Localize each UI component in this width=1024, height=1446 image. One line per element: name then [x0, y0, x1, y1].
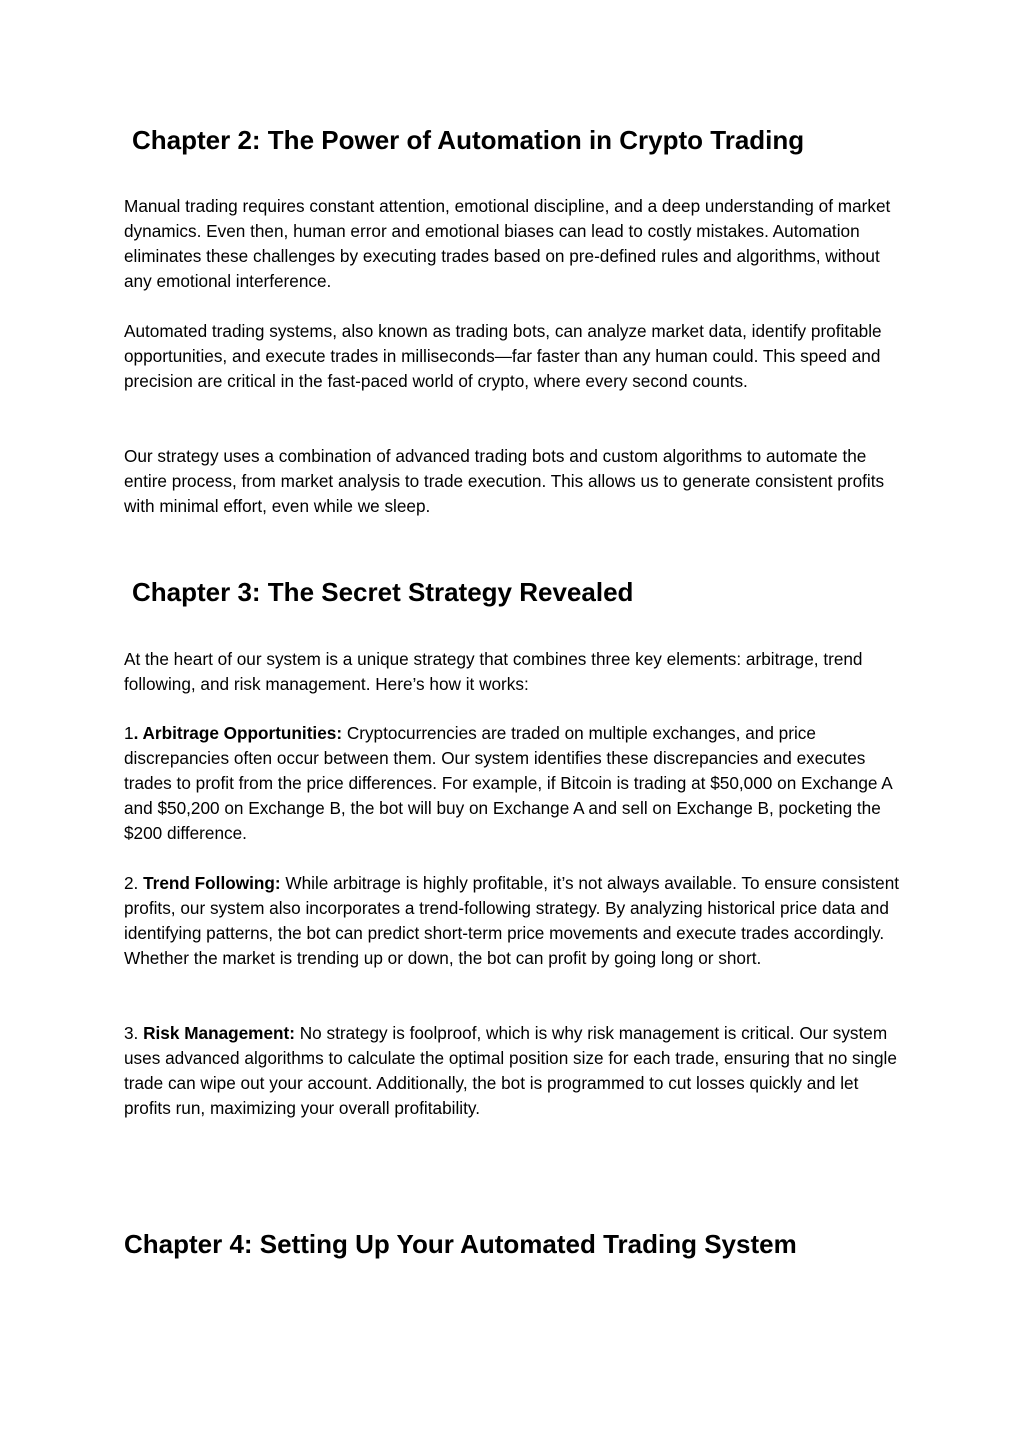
chapter-2-paragraph-2: Automated trading systems, also known as trading bots, can analyze market data, identify profitable opportunities, and execute trades in milliseconds—far faster than any human could. This speed and precision are critical in the fast-paced world of crypto, where every second counts. [124, 321, 882, 391]
chapter-3-heading: Chapter 3: The Secret Strategy Revealed [132, 577, 634, 607]
strategy-item-title: Risk Management: [143, 1023, 295, 1043]
chapter-2-paragraph-1: Manual trading requires constant attention, emotional discipline, and a deep understanding of market dynamics. Even then, human error and emotional biases can lead to costly mistakes. Automation eliminates these challenges by executing trades based on pre-defined rules and algorithms, without any emotional interference. [124, 196, 891, 291]
strategy-item-risk-management [124, 1021, 904, 1121]
chapter-2-paragraph-3: Our strategy uses a combination of advanced trading bots and custom algorithms to automate the entire process, from market analysis to trade execution. This allows us to generate consistent profits with minimal effort, even while we sleep. [124, 446, 885, 516]
strategy-item-number: 2. [124, 873, 144, 893]
strategy-item-number: 3. [124, 1023, 144, 1043]
strategy-item-title: Trend Following: [143, 873, 281, 893]
strategy-item-text: No strategy is foolproof, which is why risk management is critical. Our system uses advanced algorithms to calculate the optimal position size for each trade, ensuring that no single trade can wipe out your account. Additionally, the bot is programmed to cut losses quickly and let profits run, maximizing your overall profitability. [124, 1023, 897, 1118]
strategy-item-trend-following [124, 871, 904, 971]
strategy-item-text: Cryptocurrencies are traded on multiple exchanges, and price discrepancies often occur between them. Our system identifies these discrepancies and executes trades to profit from the price differences. For example, if Bitcoin is trading at $50,000 on Exchange A and $50,200 on Exchange B, the bot will buy on Exchange A and sell on Exchange B, pocketing the $200 difference. [124, 723, 892, 843]
strategy-item-text: While arbitrage is highly profitable, it’s not always available. To ensure consistent profits, our system also incorporates a trend-following strategy. By analyzing historical price data and identifying patterns, the bot can predict short-term price movements and execute trades accordingly. Whether the market is trending up or down, the bot can profit by going long or short. [124, 873, 900, 968]
chapter-2-heading: Chapter 2: The Power of Automation in Crypto Trading [132, 125, 805, 155]
strategy-item-number: 1 [124, 723, 134, 743]
chapter-3-intro: At the heart of our system is a unique strategy that combines three key elements: arbitrage, trend following, and risk management. Here’s how it works: [124, 649, 863, 694]
strategy-item-arbitrage [124, 721, 904, 846]
strategy-item-title: . Arbitrage Opportunities: [133, 723, 343, 743]
chapter-4-heading: Chapter 4: Setting Up Your Automated Trading System [124, 1229, 797, 1259]
